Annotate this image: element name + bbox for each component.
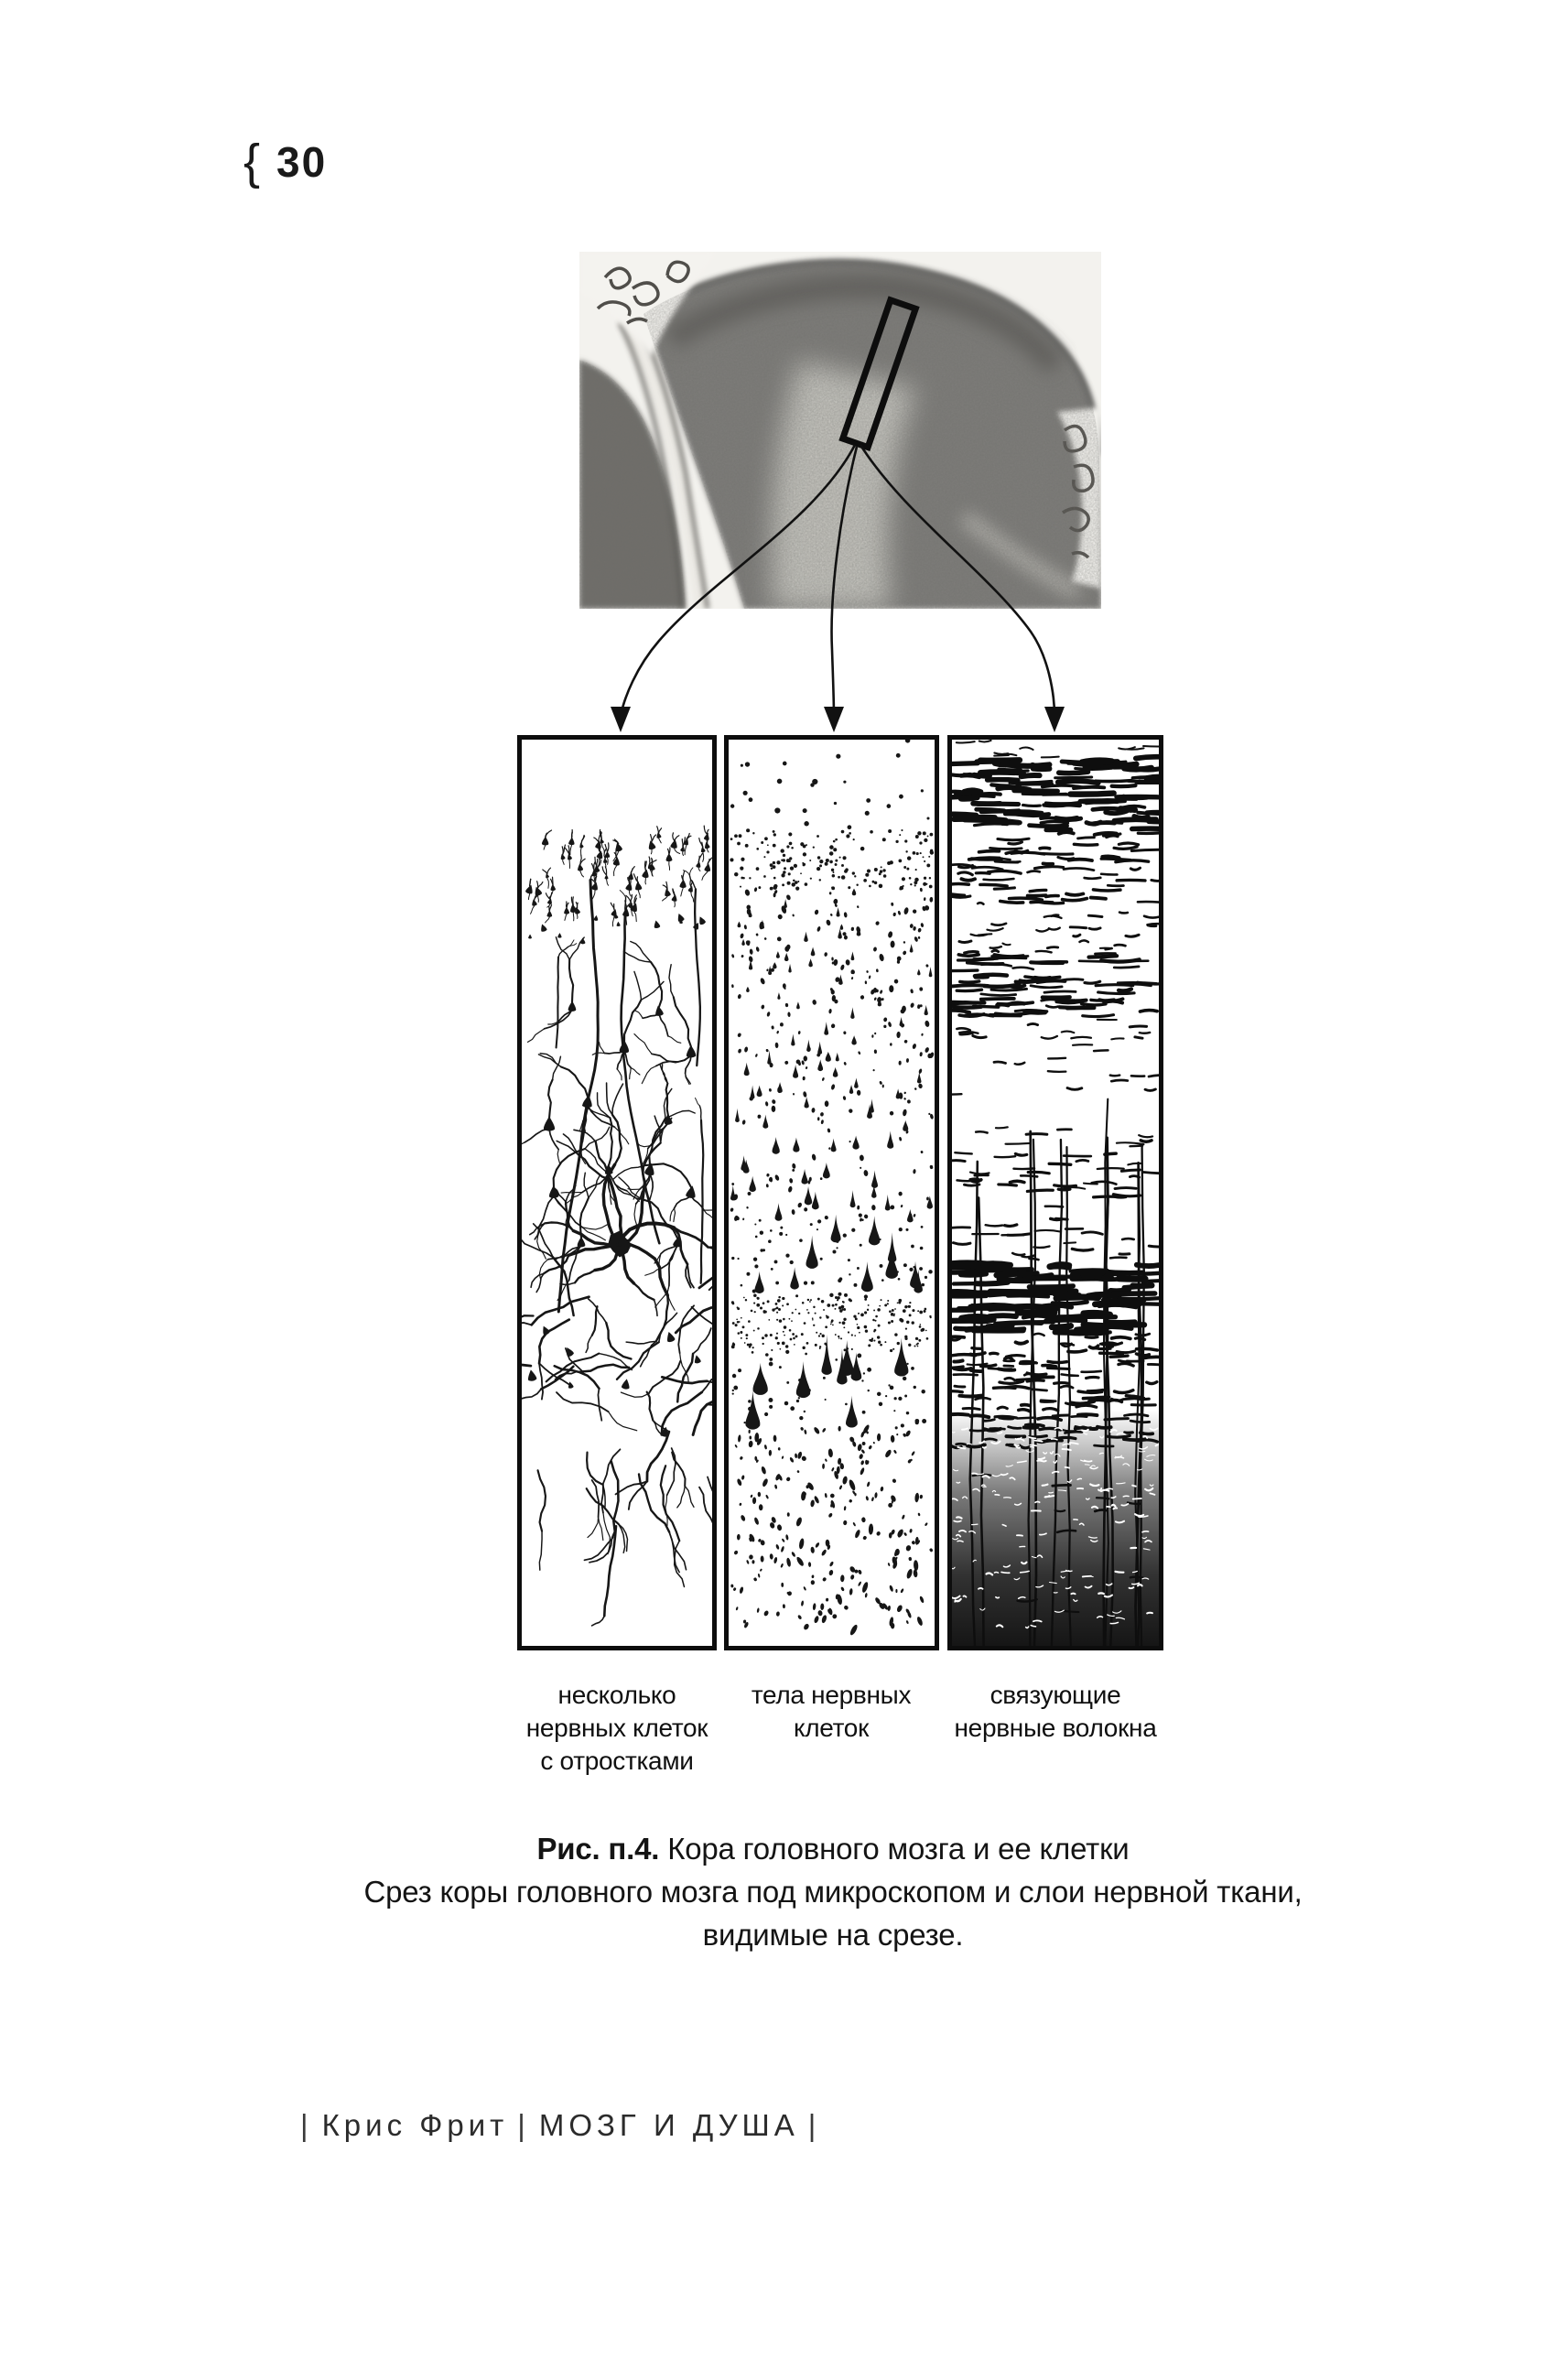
caption-line2: Срез коры головного мозга под микроскопом и слои нервной ткани, — [363, 1875, 1303, 1909]
golgi-stain-panel — [517, 735, 717, 1650]
figure-caption — [256, 1827, 1410, 1956]
callout-curve-left — [621, 445, 855, 716]
caption-line1 — [256, 1827, 1410, 1870]
page-number-value: 30 — [276, 138, 328, 186]
footer-separator: | — [300, 2108, 313, 2142]
sample-region-marker — [843, 300, 916, 448]
fiber-stain-art — [952, 740, 1159, 1646]
caption-title: Кора головного мозга и ее клетки — [667, 1832, 1130, 1866]
running-footer — [291, 2108, 829, 2143]
callout-curve-right — [860, 445, 1054, 716]
footer-author: Крис Фрит — [321, 2108, 509, 2142]
caption-figure-label: Рис. п.4. — [536, 1832, 660, 1866]
nissl-stain-art — [729, 740, 935, 1646]
panel-label-line: несколько — [557, 1681, 676, 1709]
golgi-stain-art — [522, 740, 712, 1646]
panel-label-line: клеток — [793, 1714, 870, 1742]
figure-callouts — [513, 247, 1190, 737]
footer-separator: | — [807, 2108, 821, 2142]
page-number — [243, 135, 327, 189]
panel-label-line: нервных клеток — [525, 1714, 708, 1742]
arrow-down-icon — [1044, 707, 1065, 732]
arrowheads — [611, 707, 1065, 732]
footer-separator: | — [517, 2108, 530, 2142]
panel-label-fibers — [904, 1679, 1206, 1745]
callout-curves — [621, 445, 1054, 716]
arrow-down-icon — [611, 707, 631, 732]
page-number-brace: { — [243, 135, 261, 189]
panel-label-line: с отростками — [540, 1747, 694, 1775]
arrow-down-icon — [824, 707, 844, 732]
caption-line3: видимые на срезе. — [702, 1918, 964, 1952]
callout-curve-middle — [832, 447, 857, 716]
panel-label-line: тела нервных — [751, 1681, 912, 1709]
footer-book-title: МОЗГ И ДУША — [538, 2108, 799, 2142]
panel-label-line: нервные волокна — [954, 1714, 1157, 1742]
fiber-stain-panel — [947, 735, 1163, 1650]
panel-label-line: связующие — [989, 1681, 1121, 1709]
nissl-stain-panel — [724, 735, 939, 1650]
